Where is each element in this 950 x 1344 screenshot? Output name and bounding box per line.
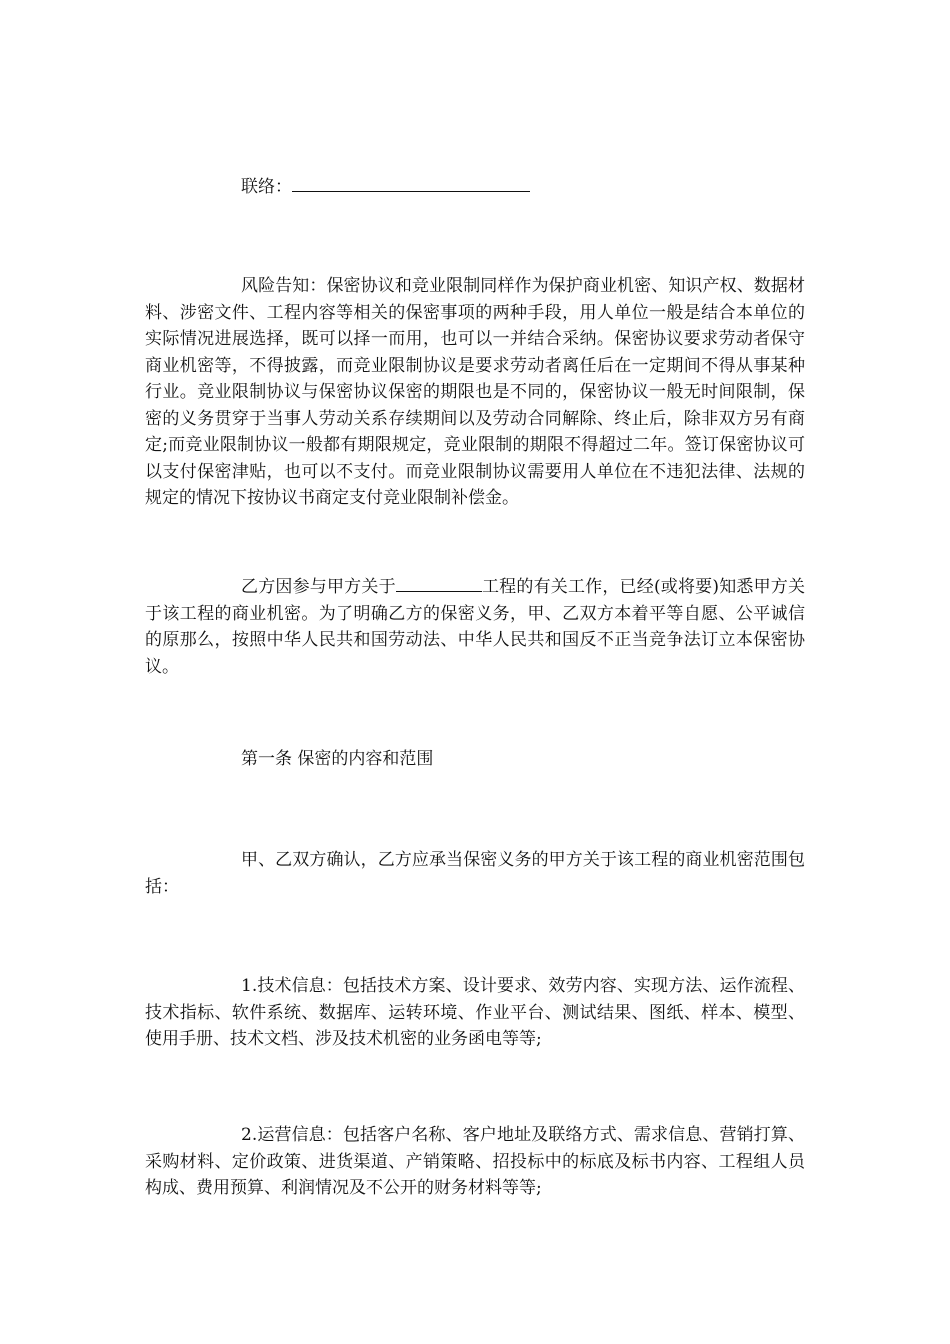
intro-text-before: 乙方因参与甲方关于: [241, 577, 396, 597]
intro-paragraph: [145, 573, 805, 680]
intro-text-after: 工程的有关工作，已经(或将要)知悉甲方关于该工程的商业机密。为了明确乙方的保密义务，甲、乙双方本着平等自愿、公平诚信的原那么，按照中华人民共和国劳动法、中华人民共和国反不正当竞争法订立本保密协议。: [145, 577, 805, 677]
contact-line: [145, 173, 805, 201]
item-1-technical-info: 1.技术信息：包括技术方案、设计要求、效劳内容、实现方法、运作流程、技术指标、软件系统、数据库、运转环境、作业平台、测试结果、图纸、样本、模型、使用手册、技术文档、涉及技术机密的业务函电等等;: [145, 976, 805, 1049]
scope-paragraph: 甲、乙双方确认，乙方应承当保密义务的甲方关于该工程的商业机密范围包括：: [145, 850, 805, 897]
project-blank: [396, 573, 482, 592]
contact-blank: [292, 173, 530, 192]
article-1-title: 第一条 保密的内容和范围: [241, 749, 434, 769]
item-2-operational-info: 2.运营信息：包括客户名称、客户地址及联络方式、需求信息、营销打算、采购材料、定价政策、进货渠道、产销策略、招投标中的标底及标书内容、工程组人员构成、费用预算、利润情况及不公开的财务材料等等;: [145, 1125, 805, 1198]
contact-label: 联络：: [241, 177, 292, 197]
risk-notice-paragraph: 风险告知：保密协议和竞业限制同样作为保护商业机密、知识产权、数据材料、涉密文件、工程内容等相关的保密事项的两种手段，用人单位一般是结合本单位的实际情况进展选择，既可以择一而用，也可以一并结合采纳。保密协议要求劳动者保守商业机密等，不得披露，而竞业限制协议是要求劳动者离任后在一定期间不得从事某种行业。竞业限制协议与保密协议保密的期限也是不同的，保密协议一般无时间限制，保密的义务贯穿于当事人劳动关系存续期间以及劳动合同解除、终止后，除非双方另有商定;而竞业限制协议一般都有期限规定，竞业限制的期限不得超过二年。签订保密协议可以支付保密津贴，也可以不支付。而竞业限制协议需要用人单位在不违犯法律、法规的规定的情况下按协议书商定支付竞业限制补偿金。: [145, 276, 805, 508]
